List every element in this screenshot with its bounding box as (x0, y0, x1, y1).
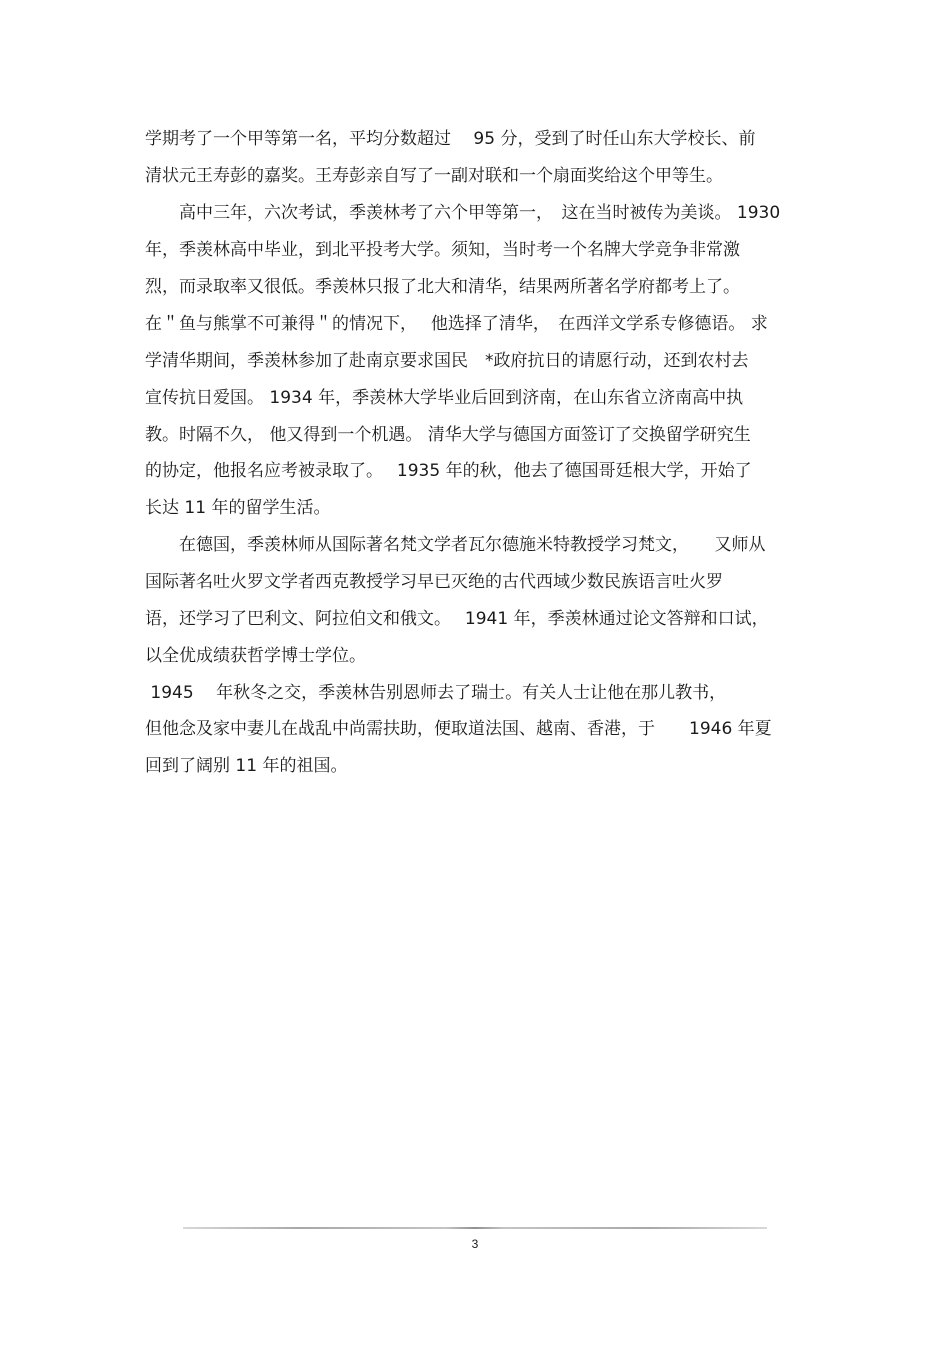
body-line: 语，还学习了巴利文、阿拉伯文和俄文。 1941 年，季羡林通过论文答辩和口试， (145, 609, 769, 629)
body-line: 1945 年秋冬之交，季羡林告别恩师去了瑞士。有关人士让他在那儿教书， (145, 683, 727, 703)
page-number: 3 (471, 1237, 479, 1251)
footer-divider (183, 1227, 767, 1229)
body-line: 教。时隔不久， 他又得到一个机遇。 清华大学与德国方面签订了交换留学研究生 (145, 425, 751, 445)
body-line: 宣传抗日爱国。 1934 年，季羡林大学毕业后回到济南，在山东省立济南高中执 (145, 388, 744, 408)
body-line: 学期考了一个甲等第一名，平均分数超过 95 分，受到了时任山东大学校长、前 (145, 129, 756, 149)
body-line: 学清华期间，季羡林参加了赴南京要求国民 *政府抗日的请愿行动，还到农村去 (145, 351, 749, 371)
body-line: 高中三年，六次考试，季羡林考了六个甲等第一， 这在当时被传为美谈。 1930 (145, 203, 781, 223)
body-line: 烈，而录取率又很低。季羡林只报了北大和清华，结果两所著名学府都考上了。 (145, 277, 740, 297)
body-line: 的协定，他报名应考被录取了。 1935 年的秋，他去了德国哥廷根大学，开始了 (145, 461, 752, 481)
body-line: 回到了阔别 11 年的祖国。 (145, 756, 348, 776)
body-line: 清状元王寿彭的嘉奖。王寿彭亲自写了一副对联和一个扇面奖给这个甲等生。 (145, 166, 723, 186)
body-line: 国际著名吐火罗文学者西克教授学习早已灭绝的古代西域少数民族语言吐火罗 (145, 572, 723, 592)
body-line: 以全优成绩获哲学博士学位。 (145, 646, 366, 666)
body-line: 在德国，季羡林师从国际著名梵文学者瓦尔德施米特教授学习梵文， 又师从 (145, 535, 766, 555)
body-line: 在＂鱼与熊掌不可兼得＂的情况下， 他选择了清华， 在西洋文学系专修德语。 求 (145, 314, 768, 334)
body-line: 但他念及家中妻儿在战乱中尚需扶助，便取道法国、越南、香港，于 1946 年夏 (145, 719, 772, 739)
body-line: 长达 11 年的留学生活。 (145, 498, 331, 518)
body-line: 年，季羡林高中毕业，到北平投考大学。须知，当时考一个名牌大学竞争非常激 (145, 240, 740, 260)
